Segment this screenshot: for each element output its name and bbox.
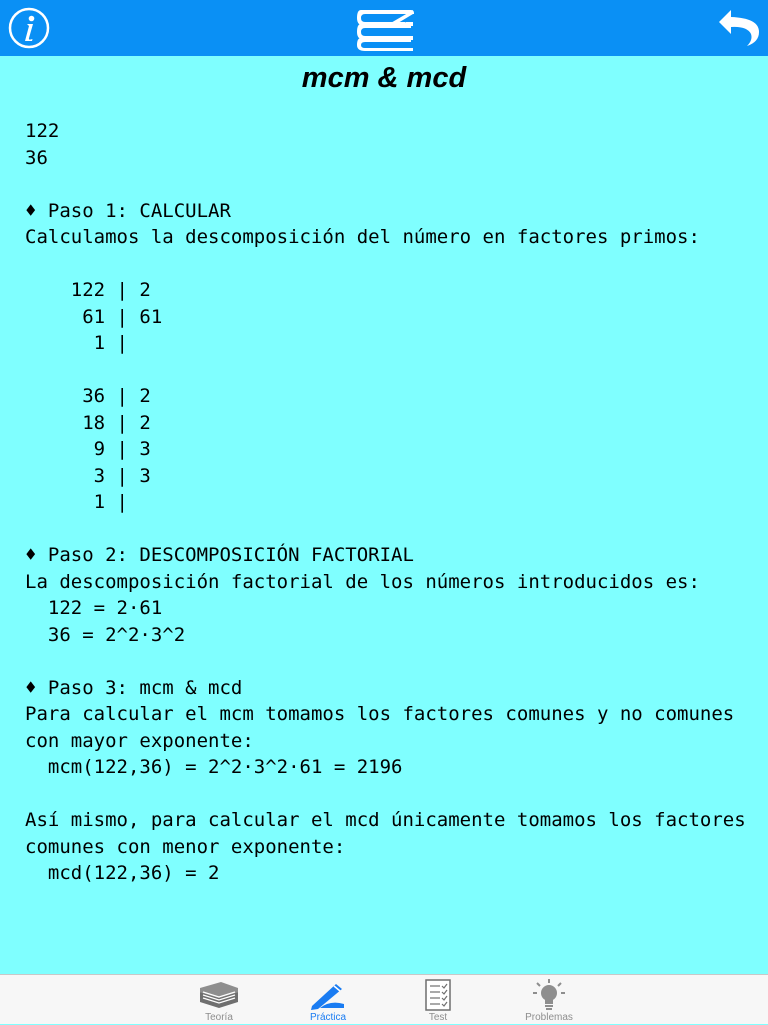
result-line: 36 | 2 bbox=[25, 385, 151, 407]
result-content bbox=[0, 56, 768, 974]
result-line: 1 | bbox=[25, 491, 128, 513]
library-button[interactable] bbox=[350, 0, 420, 56]
result-line: 3 | 3 bbox=[25, 464, 151, 487]
tab-teoria[interactable] bbox=[174, 975, 264, 1025]
result-line bbox=[25, 357, 768, 384]
result-line: Así mismo, para calcular el mcd únicamente tomamos los factores bbox=[25, 809, 746, 831]
book-icon bbox=[197, 980, 241, 1010]
result-line: Calculamos la descomposición del número en factores primos: bbox=[25, 226, 700, 248]
result-line: 122 bbox=[25, 120, 60, 142]
result-line: 36 = 2^2·3^2 bbox=[25, 623, 186, 646]
result-line: 61 | 61 bbox=[25, 305, 163, 328]
result-line: 9 | 3 bbox=[25, 438, 151, 460]
result-line: mcd(122,36) = 2 bbox=[25, 862, 220, 884]
result-line bbox=[25, 171, 768, 198]
result-line: 36 bbox=[25, 146, 48, 169]
result-line: mcm(122,36) = 2^2·3^2·61 = 2196 bbox=[25, 756, 403, 778]
tab-practica-label: Práctica bbox=[309, 1012, 347, 1023]
tab-test-label: Test bbox=[428, 1012, 448, 1023]
back-button[interactable] bbox=[712, 0, 766, 56]
back-arrow-icon bbox=[717, 6, 761, 50]
result-line: La descomposición factorial de los números introducidos es: bbox=[25, 570, 700, 593]
checklist-icon bbox=[424, 979, 452, 1011]
lightbulb-icon bbox=[532, 979, 566, 1011]
result-line: ♦ Paso 2: DESCOMPOSICIÓN FACTORIAL bbox=[25, 544, 414, 566]
result-line bbox=[25, 516, 768, 543]
calculation-result-text bbox=[25, 118, 768, 887]
tab-problemas[interactable] bbox=[504, 975, 594, 1025]
result-line: comunes con menor exponente: bbox=[25, 835, 346, 858]
tab-problemas-label: Problemas bbox=[525, 1012, 573, 1023]
bottom-tab-bar bbox=[0, 974, 768, 1024]
tab-teoria-label: Teoría bbox=[205, 1012, 233, 1023]
result-line: 1 | bbox=[25, 332, 128, 354]
result-line bbox=[25, 251, 768, 278]
pencil-icon bbox=[308, 980, 348, 1010]
page-title: mcm & mcd bbox=[301, 62, 467, 94]
tab-test[interactable] bbox=[393, 975, 483, 1025]
tab-practica[interactable] bbox=[283, 975, 373, 1025]
result-line: ♦ Paso 1: CALCULAR bbox=[25, 199, 231, 222]
result-line bbox=[25, 781, 768, 808]
result-line: Para calcular el mcm tomamos los factores comunes y no comunes bbox=[25, 703, 735, 725]
result-line: 122 | 2 bbox=[25, 279, 151, 301]
info-icon bbox=[8, 7, 50, 49]
result-line: 122 = 2·61 bbox=[25, 597, 163, 619]
result-line bbox=[25, 648, 768, 675]
books-icon bbox=[353, 4, 417, 52]
result-line: 18 | 2 bbox=[25, 411, 151, 434]
result-line: con mayor exponente: bbox=[25, 729, 254, 752]
top-navigation-bar bbox=[0, 0, 768, 56]
info-button[interactable] bbox=[6, 0, 52, 56]
result-line: ♦ Paso 3: mcm & mcd bbox=[25, 676, 243, 699]
